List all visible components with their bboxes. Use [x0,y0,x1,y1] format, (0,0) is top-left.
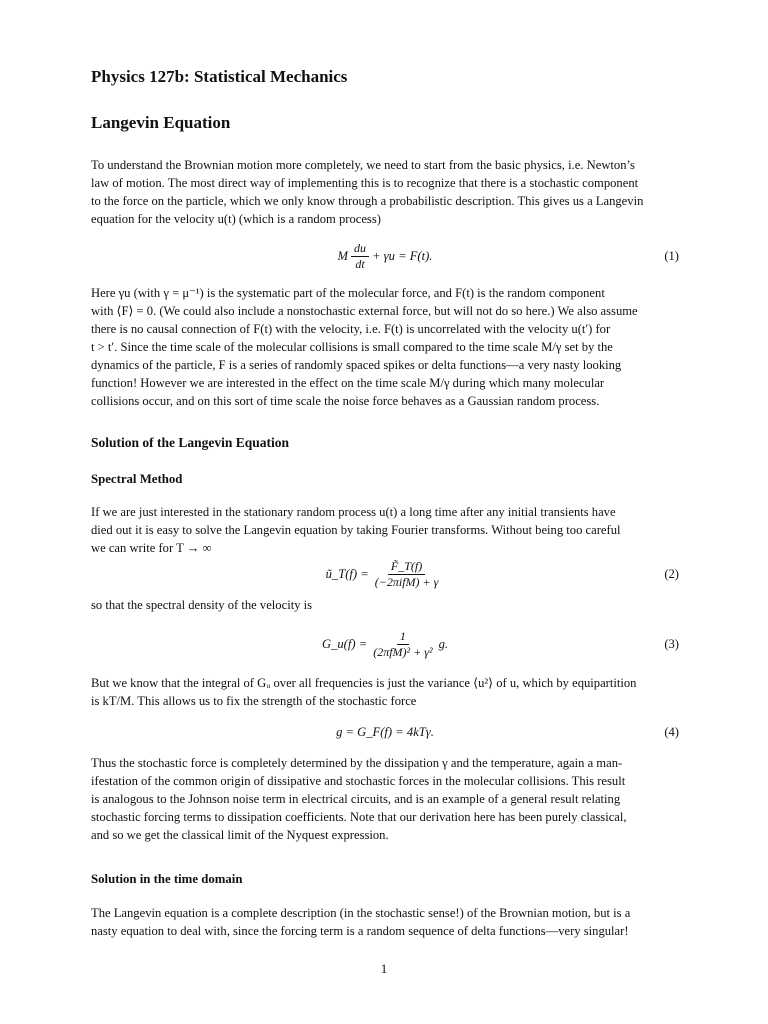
text-line: and so we get the classical limit of the Nyquest expression. [91,828,389,842]
spectral-paragraph [91,503,679,557]
spectral-density-paragraph [91,596,679,614]
text-line: we can write for T → ∞ [91,541,212,555]
equation-number: (3) [664,637,679,651]
intro-paragraph [91,156,679,228]
equation-number: (4) [664,725,679,739]
text-line: function! However we are interested in the effect on the time scale M/γ during which many molecular [91,376,605,390]
eq2-denominator: (−2πifM) + γ [374,574,439,589]
text-line: collisions occur, and on this sort of time scale the noise force behaves as a Gaussian random process. [91,394,600,408]
eq3-denominator: (2πfM)² + γ² [373,644,433,659]
text-line: t > t′. Since the time scale of the molecular collisions is small compared to the time scale M/γ set by the [91,340,613,354]
subsection-heading: Spectral Method [91,472,183,486]
eq1-numerator: du [351,241,369,257]
eq4-body: g = G_F(f) = 4kTγ. [336,725,434,739]
eq2-fraction [372,559,442,590]
page-number: 1 [380,961,388,976]
equation-2 [91,554,679,594]
eq1-denominator: dt [355,256,365,271]
text-line: dynamics of the particle, F is a series of randomly spaced spikes or delta functions—a very nasty looking [91,358,622,372]
document-title: Langevin Equation [91,113,231,132]
eq3-fraction [370,629,435,660]
eq3-lhs: G_u(f) = [321,637,368,651]
equation-number: (1) [664,249,679,263]
text-line: equation for the velocity u(t) (which is a random process) [91,212,381,226]
text-line: so that the spectral density of the velocity is [91,598,313,612]
text-line: To understand the Brownian motion more completely, we need to start from the basic physics, i.e. Newton’s [91,158,635,172]
text-line: Here γu (with γ = μ⁻¹) is the systematic part of the molecular force, and F(t) is the random component [91,286,605,300]
eq2-numerator: F̃_T(f) [388,559,425,575]
course-title: Physics 127b: Statistical Mechanics [91,67,348,86]
text-line: Thus the stochastic force is completely determined by the dissipation γ and the temperature, again a man- [91,756,623,770]
text-line: to the force on the particle, which we only know through a probabilistic description. This gives us a Langevin [91,194,644,208]
eq1-fraction [351,241,369,272]
variance-paragraph [91,674,679,710]
text-line: If we are just interested in the stationary random process u(t) a long time after any initial transients have [91,505,616,519]
text-line: stochastic forcing terms to dissipation coefficients. Note that our derivation here has been purely classical, [91,810,627,824]
eq3-rhs: g. [438,637,449,651]
noise-paragraph [91,284,679,410]
equation-3 [91,624,679,664]
section-heading: Solution of the Langevin Equation [91,435,290,450]
equation-1 [91,236,679,276]
eq2-lhs: ũ_T(f) = [325,567,369,581]
eq1-rhs: + γu = F(t). [372,249,433,263]
text-line: with ⟨F⟩ = 0. (We could also include a nonstochastic external force, but will not do so here.) We also assume [91,304,638,318]
equation-4 [91,712,679,752]
equation-number: (2) [664,567,679,581]
timedomain-paragraph [91,904,679,940]
text-line: The Langevin equation is a complete description (in the stochastic sense!) of the Brownian motion, but is a [91,906,631,920]
text-line: nasty equation to deal with, since the forcing term is a random sequence of delta functions—very singular! [91,924,629,938]
eq3-numerator: 1 [397,629,409,645]
text-line: But we know that the integral of Gᵤ over all frequencies is just the variance ⟨u²⟩ of u, which by equipartition [91,676,637,690]
text-line: ifestation of the common origin of dissipative and stochastic forces in the molecular collisions. This result [91,774,626,788]
text-line: died out it is easy to solve the Langevin equation by taking Fourier transforms. Without being too careful [91,523,621,537]
text-line: law of motion. The most direct way of implementing this is to recognize that there is a stochastic component [91,176,639,190]
text-line: is analogous to the Johnson noise term in electrical circuits, and is an example of a general result relating [91,792,621,806]
eq1-lhs: M [337,249,349,263]
text-line: is kT/M. This allows us to fix the strength of the stochastic force [91,694,417,708]
subsection-heading: Solution in the time domain [91,872,243,886]
text-line: there is no causal connection of F(t) with the velocity, i.e. F(t) is uncorrelated with the velocity u(t′) for [91,322,611,336]
dissipation-paragraph [91,754,679,844]
